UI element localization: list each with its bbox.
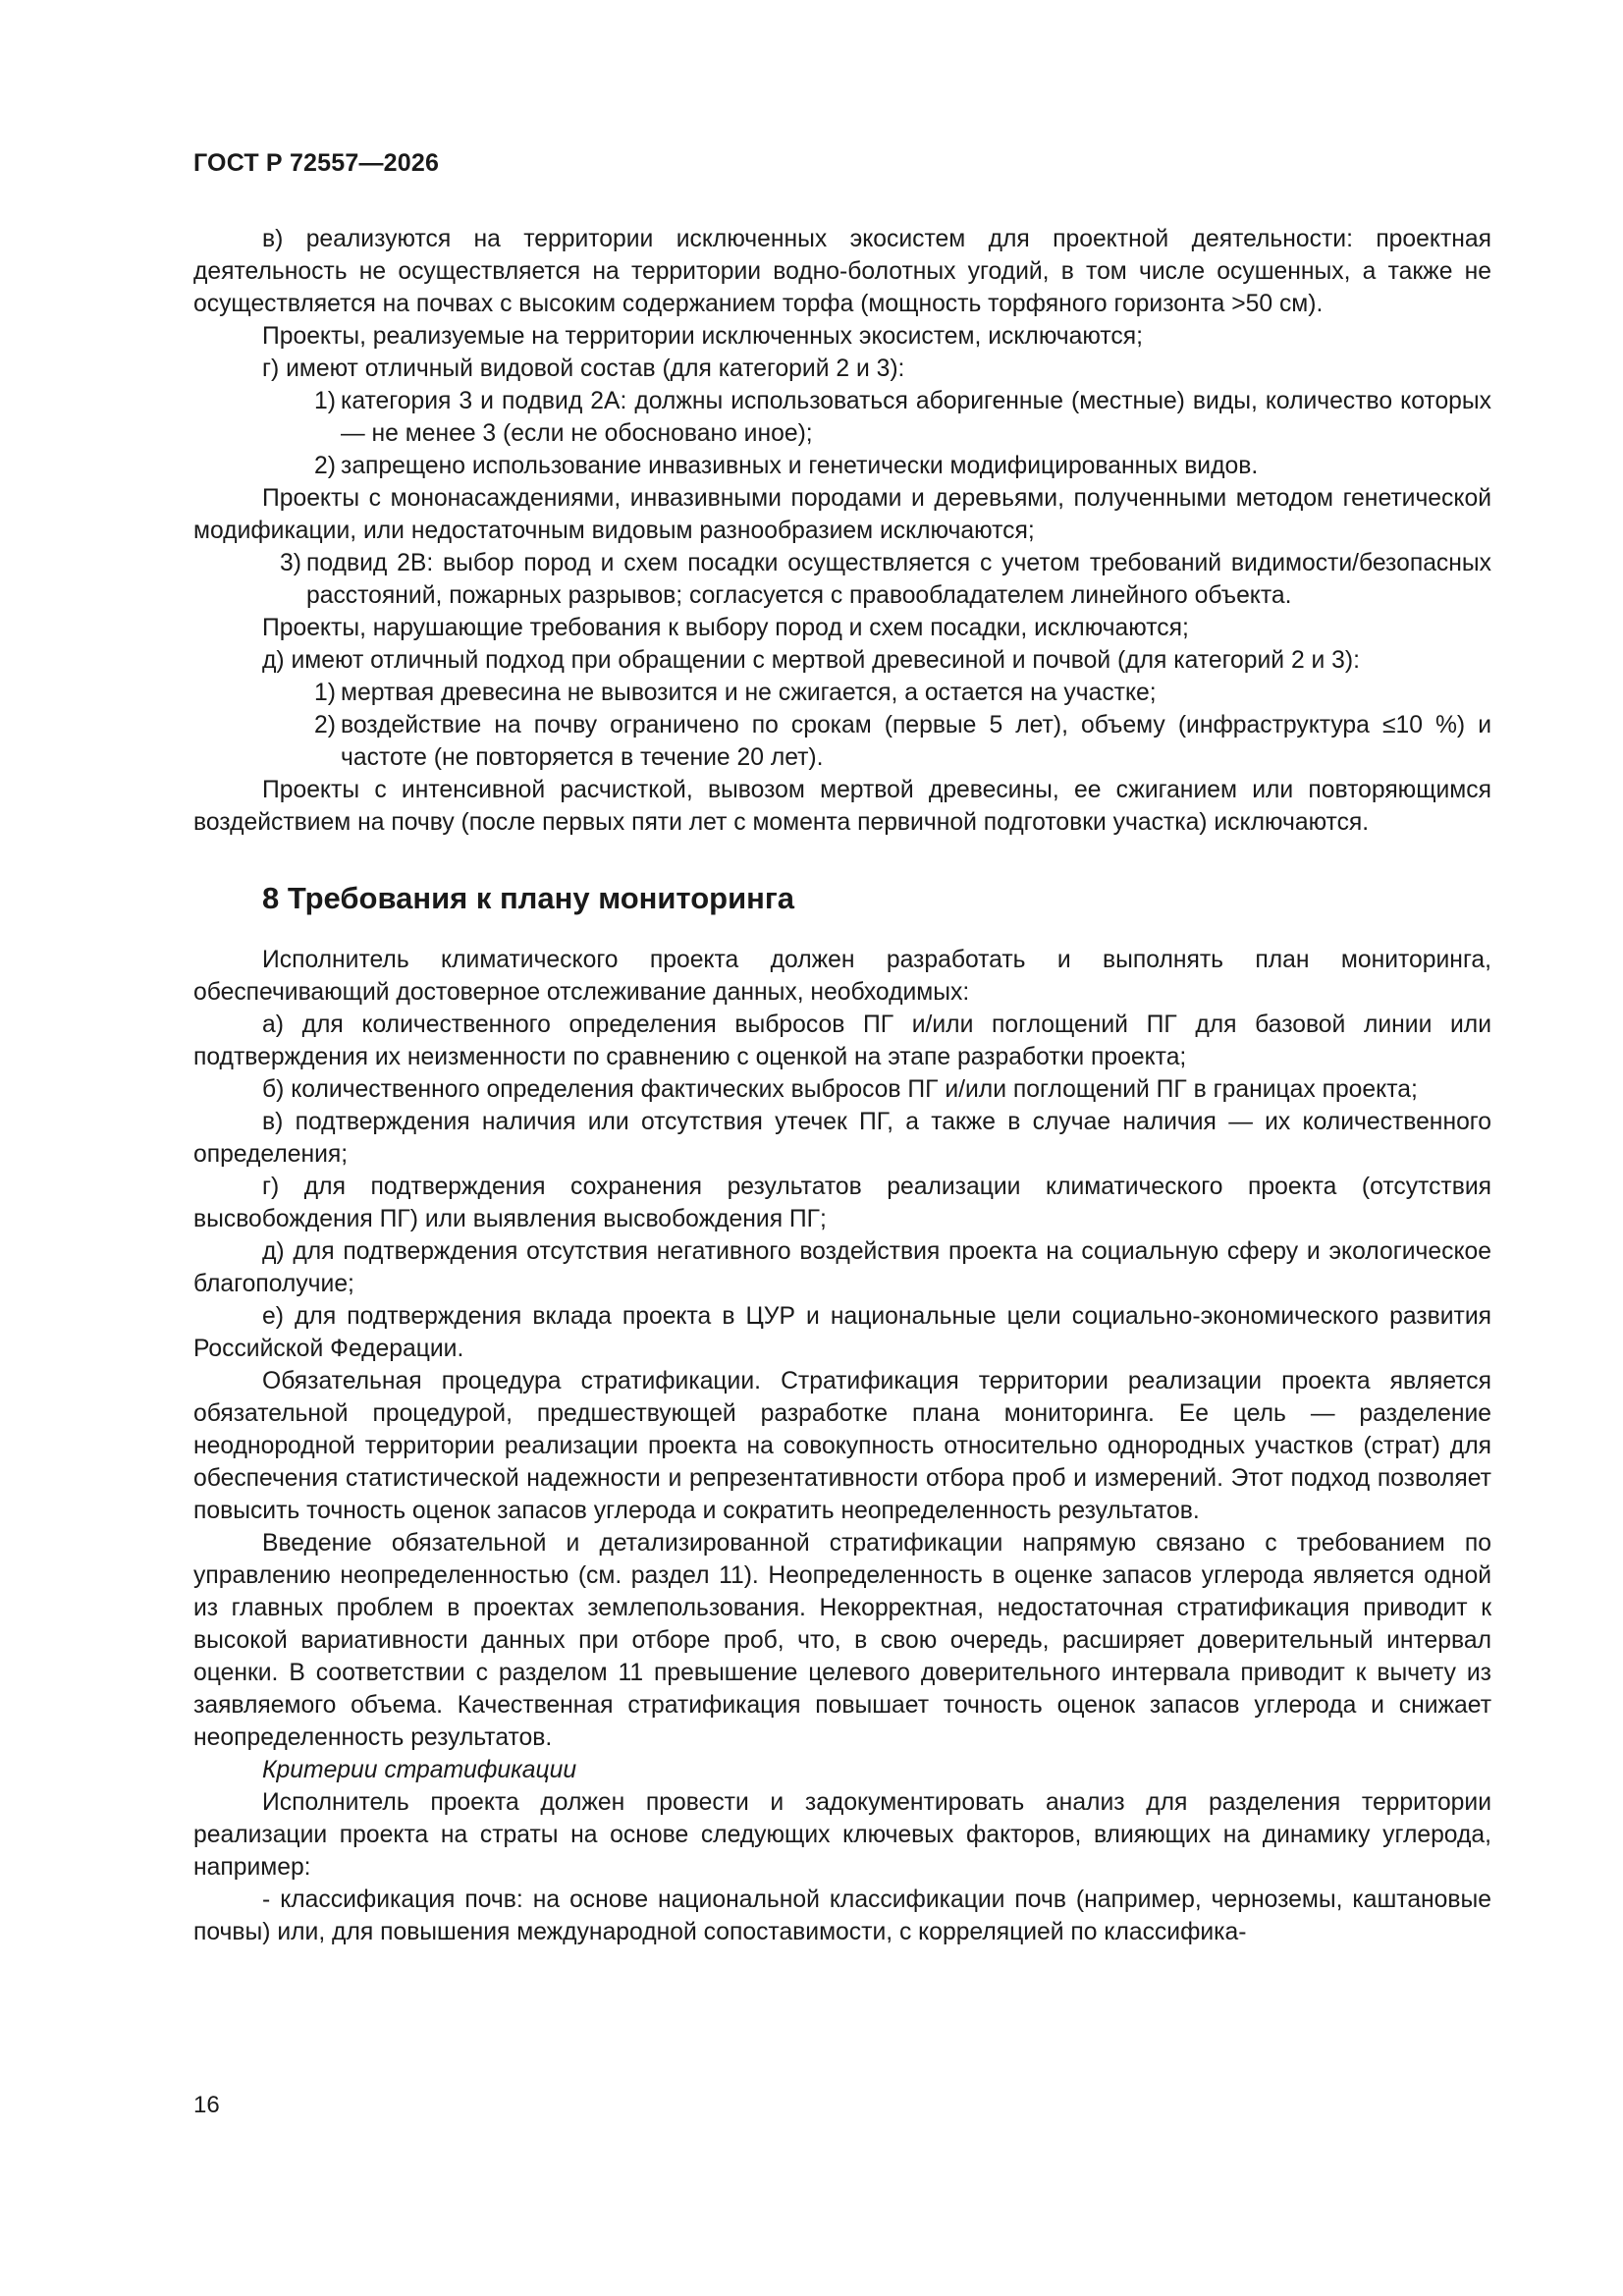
list-item-text: категория 3 и подвид 2А: должны использоваться аборигенные (местные) виды, количество которых — не менее 3 (если не обосновано иное); — [341, 388, 1491, 447]
paragraph-item-g: г) имеют отличный видовой состав (для категорий 2 и 3): — [262, 355, 905, 382]
section-8-intro: Исполнитель климатического проекта должен разработать и выполнять план мониторинга, обеспечивающий достоверное отслеживание данных, необходимых: — [193, 947, 1491, 1006]
list-item-g2 — [193, 450, 1491, 482]
paragraph-item-v: в) реализуются на территории исключенных экосистем для проектной деятельности: проектная деятельность не осуществляется на территории водно-болотных угодий, в том числе осушенных, а также не осуществляется на почвах с высоким содержанием торфа (мощность торфяного горизонта >50 см). — [193, 226, 1491, 317]
paragraph-exclusion-g: Проекты с мононасаждениями, инвазивными породами и деревьями, полученными методом генетической модификации, или недостаточным видовым разнообразием исключаются; — [193, 485, 1491, 544]
list-item-number: 1) — [314, 388, 336, 414]
stratification-criteria-paragraph: Исполнитель проекта должен провести и задокументировать анализ для разделения территории реализации проекта на страты на основе следующих ключевых факторов, влияющих на динамику углерода, например: — [193, 1789, 1491, 1881]
list-item-text: запрещено использование инвазивных и генетически модифицированных видов. — [341, 453, 1259, 479]
list-item-g3 — [193, 547, 1491, 612]
list-item-text: подвид 2В: выбор пород и схем посадки осуществляется с учетом требований видимости/безопасных расстояний, пожарных разрывов; согласуется с правообладателем линейного объекта. — [306, 550, 1491, 609]
list-item-d1 — [193, 677, 1491, 709]
monitoring-item-a: а) для количественного определения выбросов ПГ и/или поглощений ПГ для базовой линии или подтверждения их неизменности по сравнению с оценкой на этапе разработки проекта; — [193, 1011, 1491, 1070]
soil-classification-item: - классификация почв: на основе национальной классификации почв (например, черноземы, каштановые почвы) или, для повышения международной сопоставимости, с корреляцией по классифика- — [193, 1886, 1491, 1945]
document-code-header: ГОСТ Р 72557—2026 — [193, 149, 440, 177]
monitoring-item-g: г) для подтверждения сохранения результатов реализации климатического проекта (отсутствия высвобождения ПГ) или выявления высвобождения ПГ; — [193, 1174, 1491, 1232]
page-number: 16 — [193, 2092, 220, 2118]
paragraph-exclusion-v: Проекты, реализуемые на территории исключенных экосистем, исключаются; — [262, 323, 1143, 350]
page-content — [193, 223, 1491, 1948]
list-item-number: 1) — [314, 680, 336, 706]
list-item-number: 3) — [280, 550, 301, 576]
paragraph-exclusion-g3: Проекты, нарушающие требования к выбору пород и схем посадки, исключаются; — [262, 615, 1189, 641]
stratification-paragraph-1: Обязательная процедура стратификации. Стратификация территории реализации проекта является обязательной процедурой, предшествующей разработке плана мониторинга. Ее цель — разделение неоднородной территории реализации проекта на совокупность относительно однородных участков (страт) для обеспечения статистической надежности и репрезентативности отбора проб и измерений. Этот подход позволяет повысить точность оценок запасов углерода и сократить неопределенность результатов. — [193, 1368, 1491, 1524]
monitoring-item-e: е) для подтверждения вклада проекта в ЦУР и национальные цели социально-экономического развития Российской Федерации. — [193, 1303, 1491, 1362]
list-item-g1 — [193, 385, 1491, 450]
monitoring-item-v: в) подтверждения наличия или отсутствия утечек ПГ, а также в случае наличия — их количественного определения; — [193, 1109, 1491, 1168]
list-item-text: воздействие на почву ограничено по срокам (первые 5 лет), объему (инфраструктура ≤10 %) и частоте (не повторяется в течение 20 лет). — [341, 712, 1491, 771]
list-item-text: мертвая древесина не вывозится и не сжигается, а остается на участке; — [341, 680, 1157, 706]
list-item-number: 2) — [314, 712, 336, 738]
paragraph-exclusion-d: Проекты с интенсивной расчисткой, вывозом мертвой древесины, ее сжиганием или повторяющимся воздействием на почву (после первых пяти лет с момента первичной подготовки участка) исключаются. — [193, 777, 1491, 836]
list-item-d2 — [193, 709, 1491, 774]
paragraph-item-d: д) имеют отличный подход при обращении с мертвой древесиной и почвой (для категорий 2 и 3): — [262, 647, 1360, 674]
stratification-criteria-title: Критерии стратификации — [262, 1757, 577, 1783]
monitoring-item-b: б) количественного определения фактических выбросов ПГ и/или поглощений ПГ в границах проекта; — [262, 1076, 1418, 1103]
monitoring-item-d: д) для подтверждения отсутствия негативного воздействия проекта на социальную сферу и экологическое благополучие; — [193, 1238, 1491, 1297]
list-item-number: 2) — [314, 453, 336, 479]
section-8-heading: 8 Требования к плану мониторинга — [262, 881, 795, 915]
stratification-paragraph-2: Введение обязательной и детализированной стратификации напрямую связано с требованием по управлению неопределенностью (см. раздел 11). Неопределенность в оценке запасов углерода является одной из главных проблем в проектах землепользования. Некорректная, недостаточная стратификация приводит к высокой вариативности данных при отборе проб, что, в свою очередь, расширяет доверительный интервал оценки. В соответствии с разделом 11 превышение целевого доверительного интервала приводит к вычету из заявляемого объема. Качественная стратификация повышает точность оценок запасов углерода и снижает неопределенность результатов. — [193, 1530, 1491, 1751]
